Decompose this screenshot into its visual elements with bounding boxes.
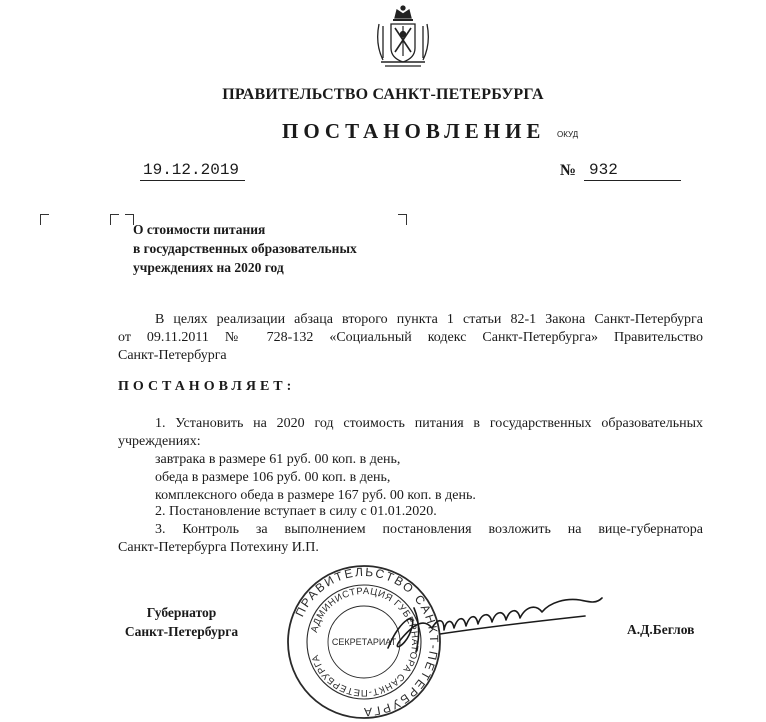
subject-line: учреждениях на 2020 год bbox=[133, 260, 284, 275]
item-1-line-1: 1. Установить на 2020 год стоимость питания в государственных образовательных bbox=[155, 416, 703, 431]
position-line: Санкт-Петербурга bbox=[124, 624, 239, 639]
seal-inner-text: АДМИНИСТРАЦИЯ ГУБЕРНАТОРА САНКТ-ПЕТЕРБУРГА bbox=[308, 585, 421, 699]
bracket-corner-left bbox=[40, 214, 49, 225]
number-label: № bbox=[560, 162, 577, 179]
seal-outer-text: ПРАВИТЕЛЬСТВО САНКТ-ПЕТЕРБУРГА bbox=[292, 564, 442, 720]
preamble-line: от 09.11.2011 № 728-132 «Социальный кодекс Санкт-Петербурга» Правительство bbox=[118, 330, 703, 345]
item-breakfast: завтрака в размере 61 руб. 00 коп. в день, bbox=[155, 452, 401, 467]
bracket-corner-right bbox=[398, 214, 407, 225]
item-1-line-2: учреждениях: bbox=[118, 434, 201, 449]
preamble-line: В целях реализации абзаца второго пункта 1 статьи 82-1 Закона Санкт-Петербурга bbox=[155, 312, 703, 327]
subject-line: в государственных образовательных bbox=[133, 241, 357, 256]
signatory-position bbox=[118, 603, 245, 641]
signatory-name: А.Д.Беглов bbox=[627, 622, 695, 637]
item-2: 2. Постановление вступает в силу с 01.01.2020. bbox=[155, 504, 437, 519]
government-title: ПРАВИТЕЛЬСТВО САНКТ-ПЕТЕРБУРГА bbox=[222, 86, 544, 103]
item-3-line-1: 3. Контроль за выполнением постановления возложить на вице-губернатора bbox=[155, 522, 703, 537]
subject-line: О стоимости питания bbox=[133, 222, 266, 237]
coat-of-arms-icon bbox=[371, 4, 435, 70]
preamble-line: Санкт-Петербурга bbox=[118, 348, 227, 363]
bracket-corner-inner bbox=[110, 214, 119, 225]
item-complex-lunch: комплексного обеда в размере 167 руб. 00 коп. в день. bbox=[155, 488, 476, 503]
item-lunch: обеда в размере 106 руб. 00 коп. в день, bbox=[155, 470, 391, 485]
okud-label: ОКУД bbox=[557, 130, 579, 139]
number-underline bbox=[584, 180, 681, 181]
preamble-paragraph bbox=[118, 311, 703, 365]
date-underline bbox=[140, 180, 245, 181]
document-date: 19.12.2019 bbox=[143, 161, 240, 179]
document-subject bbox=[133, 220, 357, 277]
item-3-line-2: Санкт-Петербурга Потехину И.П. bbox=[118, 540, 319, 555]
document-type-title: ПОСТАНОВЛЕНИЕ bbox=[282, 119, 546, 143]
handwritten-signature bbox=[380, 578, 605, 664]
position-line: Губернатор bbox=[146, 605, 217, 620]
resolves-heading: ПОСТАНОВЛЯЕТ: bbox=[118, 379, 296, 394]
seal-center-text: СЕКРЕТАРИАТ bbox=[331, 637, 397, 647]
document-number: 932 bbox=[589, 161, 618, 179]
